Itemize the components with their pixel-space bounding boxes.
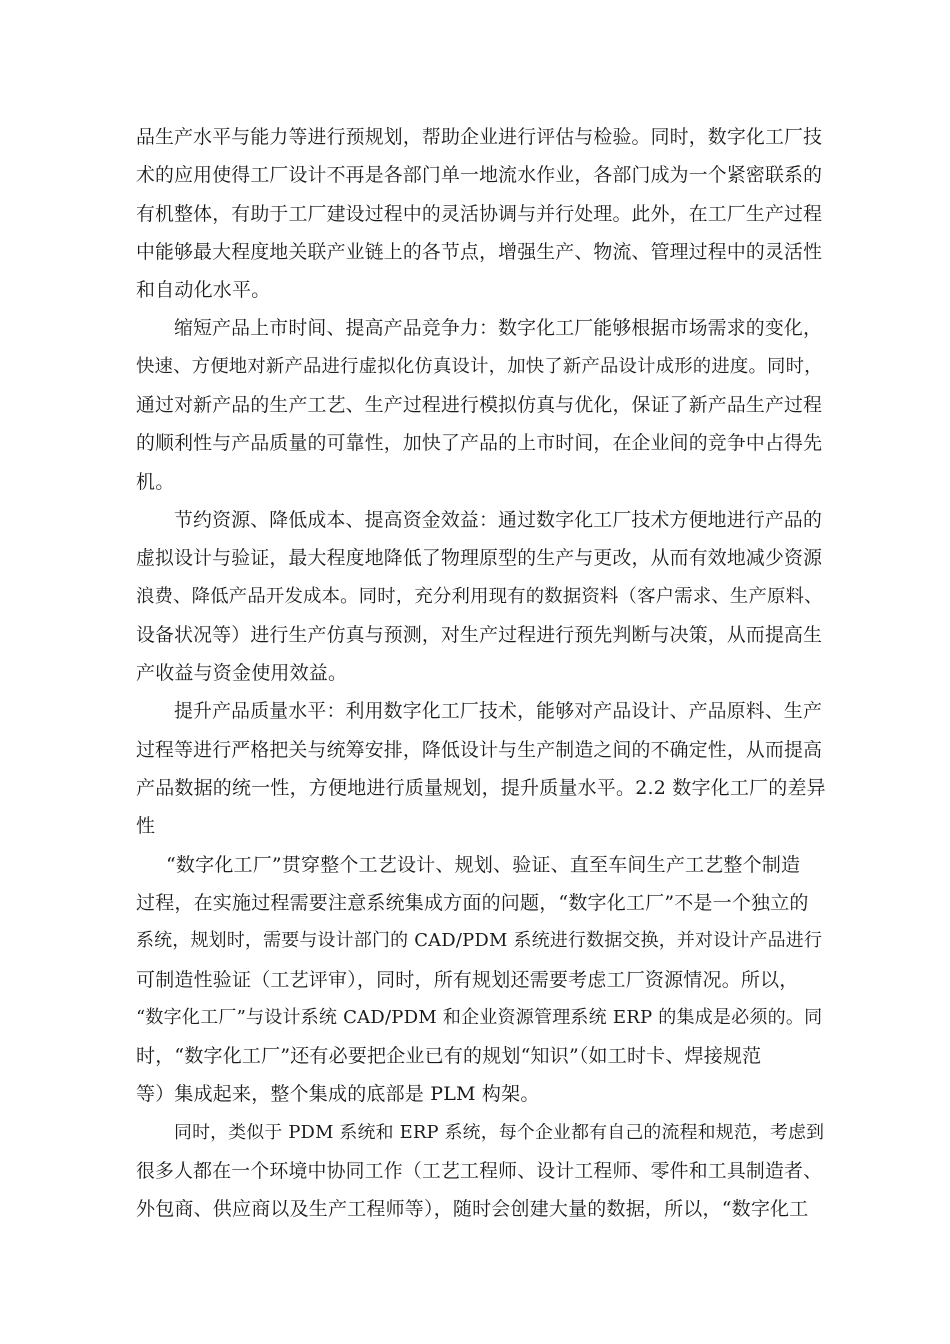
text-line: 机。 (136, 470, 175, 493)
text-line: 的顺利性与产品质量的可靠性，加快了产品的上市时间，在企业间的竞争中占得先 (136, 432, 823, 455)
text-line: 通过对新产品的生产工艺、生产过程进行模拟仿真与优化，保证了新产品生产过程 (136, 394, 823, 417)
paragraph-first-line: “数字化工厂”贯穿整个工艺设计、规划、验证、直至车间生产工艺整个制造 (166, 853, 801, 876)
text-line: 过程等进行严格把关与统筹安排，降低设计与生产制造之间的不确定性，从而提高 (136, 738, 823, 761)
text-line: 和自动化水平。 (136, 279, 271, 302)
text-line: 系统，规划时，需要与设计部门的 CAD/PDM 系统进行数据交换，并对设计产品进行 (136, 930, 823, 952)
text-line: 外包商、供应商以及生产工程师等），随时会创建大量的数据，所以，“数字化工 (136, 1198, 809, 1221)
text-line: 中能够最大程度地关联产业链上的各节点，增强生产、物流、管理过程中的灵活性 (136, 240, 823, 263)
text-line: “数字化工厂”与设计系统 CAD/PDM 和企业资源管理系统 ERP 的集成是必须的。同 (136, 1006, 823, 1028)
text-line: 产品数据的统一性，方便地进行质量规划，提升质量水平。2.2 数字化工厂的差异 (136, 777, 826, 800)
text-line: 有机整体，有助于工厂建设过程中的灵活协调与并行处理。此外，在工厂生产过程 (136, 202, 823, 225)
text-line: 过程，在实施过程需要注意系统集成方面的问题，“数字化工厂”不是一个独立的 (136, 891, 809, 914)
text-line: 设备状况等）进行生产仿真与预测，对生产过程进行预先判断与决策，从而提高生 (136, 623, 823, 646)
text-line: 时，“数字化工厂”还有必要把企业已有的规划“知识”（如工时卡、焊接规范 (136, 1045, 762, 1068)
text-line: 术的应用使得工厂设计不再是各部门单一地流水作业，各部门成为一个紧密联系的 (136, 164, 823, 187)
text-line: 快速、方便地对新产品进行虚拟化仿真设计，加快了新产品设计成形的进度。同时， (136, 355, 823, 377)
text-line: 产收益与资金使用效益。 (136, 662, 348, 685)
text-line: 浪费、降低产品开发成本。同时，充分利用现有的数据资料（客户需求、生产原料、 (136, 585, 823, 607)
paragraph-first-line: 提升产品质量水平：利用数字化工厂技术，能够对产品设计、产品原料、生产 (174, 700, 823, 723)
text-line: 等）集成起来，整个集成的底部是 PLM 构架。 (136, 1083, 540, 1106)
paragraph-first-line: 节约资源、降低成本、提高资金效益：通过数字化工厂技术方便地进行产品的 (174, 508, 823, 531)
paragraph-first-line: 缩短产品上市时间、提高产品竞争力：数字化工厂能够根据市场需求的变化， (174, 317, 823, 340)
text-line: 虚拟设计与验证，最大程度地降低了物理原型的生产与更改，从而有效地减少资源 (136, 547, 823, 570)
text-line: 性 (136, 815, 156, 838)
text-line: 可制造性验证（工艺评审），同时，所有规划还需要考虑工厂资源情况。所以， (136, 968, 799, 991)
text-line: 很多人都在一个环境中协同工作（工艺工程师、设计工程师、零件和工具制造者、 (136, 1160, 823, 1183)
paragraph-first-line: 同时，类似于 PDM 系统和 ERP 系统，每个企业都有自己的流程和规范，考虑到 (174, 1121, 825, 1143)
body-text (136, 118, 826, 1229)
text-line: 品生产水平与能力等进行预规划，帮助企业进行评估与检验。同时，数字化工厂技 (136, 126, 823, 148)
